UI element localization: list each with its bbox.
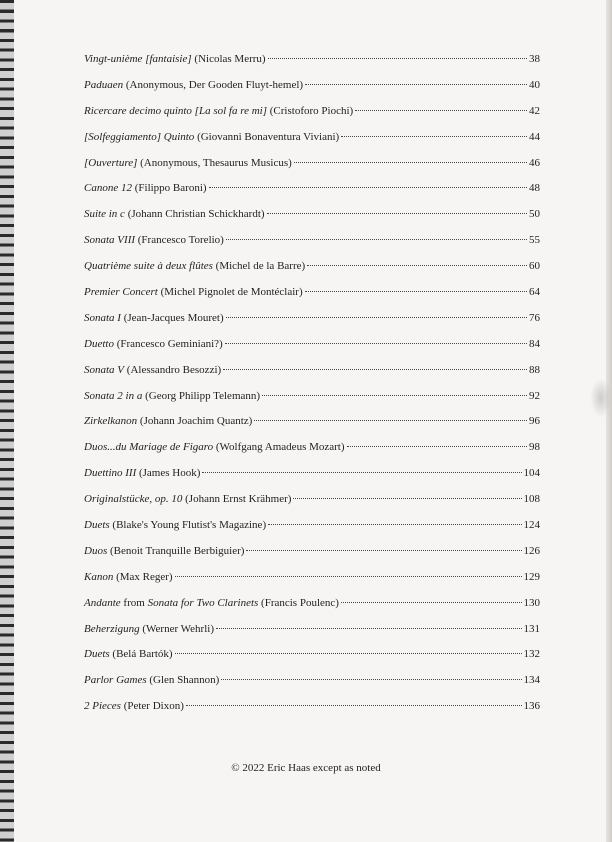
dot-leader	[175, 576, 522, 577]
toc-entry-title: Originalstücke, op. 10	[84, 493, 183, 506]
toc-entry-author: (Michel de la Barre)	[212, 260, 306, 273]
toc-entry-author: (Francis Poulenc)	[258, 596, 339, 609]
toc-entry	[84, 156, 540, 182]
toc-entry-page-number: 96	[529, 415, 540, 428]
toc-entry-title: Duets	[84, 648, 110, 661]
toc-entry-page-number: 55	[529, 234, 540, 247]
toc-entry-label	[84, 389, 260, 403]
toc-entry-author: (Blake's Young Flutist's Magazine)	[109, 519, 267, 532]
toc-entry-title: Quatrième suite à deux flûtes	[84, 260, 213, 273]
dot-leader	[262, 395, 527, 396]
dot-leader	[294, 162, 527, 163]
toc-entry-author: (Alessandro Besozzi)	[124, 363, 222, 376]
dot-leader	[246, 550, 521, 551]
dot-leader	[254, 420, 527, 421]
toc-entry-page-number: 60	[529, 260, 540, 273]
toc-entry	[84, 466, 540, 492]
toc-entry-label	[84, 78, 303, 92]
toc-entry-author: (Filippo Baroni)	[131, 182, 207, 195]
toc-entry-page-number: 84	[529, 337, 540, 350]
toc-entry-page-number: 48	[529, 182, 540, 195]
toc-entry-page-number: 44	[529, 130, 540, 143]
toc-entry	[84, 78, 540, 104]
toc-entry	[84, 647, 540, 673]
spiral-binding	[0, 0, 14, 842]
toc-entry-label	[84, 492, 291, 506]
toc-entry-page-number: 64	[529, 286, 540, 299]
toc-entry-page-number: 40	[529, 78, 540, 91]
toc-entry-title: Sonata 2 in a	[84, 389, 143, 402]
toc-entry-label	[84, 363, 221, 377]
toc-entry-label	[84, 673, 219, 687]
toc-entry	[84, 233, 540, 259]
toc-entry-page-number: 92	[529, 389, 540, 402]
toc-entry	[84, 440, 540, 466]
toc-entry-page-number: 46	[529, 156, 540, 169]
toc-entry-label	[84, 311, 224, 325]
toc-entry-label	[84, 570, 173, 584]
toc-entry-label	[84, 130, 339, 144]
page-smudge	[590, 378, 612, 418]
toc-entry-label	[84, 259, 305, 273]
dot-leader	[202, 472, 521, 473]
toc-entry	[84, 311, 540, 337]
dot-leader	[305, 291, 527, 292]
dot-leader	[347, 446, 527, 447]
dot-leader	[225, 343, 527, 344]
toc-entry-author: (Giovanni Bonaventura Viviani)	[194, 130, 340, 143]
toc-entry-title: Duets	[84, 519, 110, 532]
toc-entry-page-number: 132	[523, 648, 540, 661]
toc-entry-author: (Anonymous, Thesaurus Musicus)	[137, 156, 292, 169]
toc-entry-page-number: 42	[529, 104, 540, 117]
toc-entry-page-number: 50	[529, 208, 540, 221]
toc-entry	[84, 518, 540, 544]
dot-leader	[216, 628, 522, 629]
copyright-footer: © 2022 Eric Haas except as noted	[231, 762, 381, 774]
toc-entry	[84, 130, 540, 156]
toc-entry-label	[84, 104, 353, 118]
toc-entry	[84, 699, 540, 725]
toc-entry-label	[84, 440, 345, 454]
toc-entry-label	[84, 156, 292, 170]
toc-entry-author: (Francesco Geminiani?)	[113, 337, 223, 350]
dot-leader	[223, 369, 527, 370]
toc-entry-author: (Francesco Torelio)	[135, 234, 224, 247]
toc-entry-label	[84, 285, 303, 299]
toc-entry-title: Sonata I	[84, 311, 121, 324]
toc-entry-title: Zirkelkanon	[84, 415, 138, 428]
toc-entry	[84, 596, 540, 622]
toc-entry-label	[84, 596, 339, 610]
toc-entry-author: (Glen Shannon)	[146, 674, 220, 687]
toc-entry-page-number: 124	[523, 519, 540, 532]
toc-entry	[84, 570, 540, 596]
dot-leader	[305, 84, 527, 85]
toc-entry	[84, 363, 540, 389]
toc-entry-page-number: 76	[529, 311, 540, 324]
toc-entry-author: from	[120, 596, 148, 609]
toc-entry-title: Duetto	[84, 337, 114, 350]
page-edge-shadow	[606, 0, 612, 842]
dot-leader	[221, 679, 521, 680]
toc-entry-author: (Johann Ernst Krähmer)	[182, 493, 292, 506]
toc-entry-page-number: 104	[523, 467, 540, 480]
toc-entry-title: Duettino III	[84, 467, 137, 480]
toc-entry-title: Duos...du Mariage de Figaro	[84, 441, 214, 454]
toc-entry-author: (Wolfgang Amadeus Mozart)	[213, 441, 345, 454]
dot-leader	[307, 265, 527, 266]
toc-entry-label	[84, 207, 265, 221]
toc-entry	[84, 52, 540, 78]
toc-entry-page-number: 131	[523, 622, 540, 635]
toc-entry	[84, 259, 540, 285]
toc-entry-label	[84, 518, 266, 532]
toc-entry	[84, 492, 540, 518]
toc-entry	[84, 181, 540, 207]
toc-entry-author: (Jean-Jacques Mouret)	[120, 311, 224, 324]
toc-entry-label	[84, 52, 266, 66]
table-of-contents	[84, 52, 540, 725]
toc-entry	[84, 207, 540, 233]
toc-entry-page-number: 130	[523, 596, 540, 609]
toc-entry-page-number: 136	[523, 700, 540, 713]
dot-leader	[341, 136, 527, 137]
toc-entry-page-number: 98	[529, 441, 540, 454]
toc-entry	[84, 622, 540, 648]
dot-leader	[293, 498, 521, 499]
toc-entry-title: Vingt-unième [fantaisie]	[84, 53, 192, 65]
dot-leader	[268, 58, 527, 59]
toc-entry-author: (James Hook)	[136, 467, 201, 480]
toc-entry-title: Premier Concert	[84, 286, 158, 299]
toc-entry	[84, 389, 540, 415]
dot-leader	[186, 705, 522, 706]
toc-entry-author: (Johann Christian Schickhardt)	[124, 208, 265, 221]
toc-entry-title: Sonata V	[84, 363, 125, 376]
toc-entry-label	[84, 466, 200, 480]
toc-entry-author: (Benoit Tranquille Berbiguier)	[107, 544, 245, 557]
toc-entry-label	[84, 622, 214, 636]
toc-entry	[84, 337, 540, 363]
toc-entry-title: Duos	[84, 544, 108, 557]
toc-entry-label	[84, 181, 207, 195]
toc-entry-label	[84, 233, 224, 247]
dot-leader	[355, 110, 527, 111]
toc-entry-title: Beherzigung	[84, 622, 140, 635]
toc-entry-author: (Belá Bartók)	[109, 648, 173, 661]
toc-entry-author: (Cristoforo Piochi)	[267, 104, 354, 117]
toc-entry-title: [Solfeggiamento] Quinto	[84, 130, 195, 143]
toc-entry-title: Suite in c	[84, 208, 125, 221]
toc-entry-label	[84, 337, 223, 351]
toc-entry-title: Sonata for Two Clarinets	[147, 596, 259, 609]
toc-entry-page-number: 129	[523, 570, 540, 583]
toc-entry-author: (Johann Joachim Quantz)	[137, 415, 253, 428]
toc-entry-author: (Georg Philipp Telemann)	[142, 389, 261, 402]
toc-entry-page-number: 126	[523, 544, 540, 557]
dot-leader	[267, 213, 527, 214]
toc-entry-author: (Max Reger)	[113, 570, 173, 583]
toc-entry-title: Parlor Games	[84, 674, 147, 687]
dot-leader	[226, 239, 527, 240]
toc-entry	[84, 544, 540, 570]
toc-entry-title: Andante	[84, 596, 121, 609]
toc-entry-title: Sonata VIII	[84, 234, 136, 247]
toc-entry-title: Canone 12	[84, 182, 132, 195]
toc-entry-author: (Werner Wehrli)	[139, 622, 214, 635]
dot-leader	[341, 602, 522, 603]
toc-entry-label	[84, 414, 252, 428]
toc-entry-page-number: 134	[523, 674, 540, 687]
toc-entry-label	[84, 544, 244, 558]
dot-leader	[268, 524, 521, 525]
toc-entry-page-number: 38	[529, 53, 540, 65]
toc-entry	[84, 285, 540, 311]
toc-entry-label	[84, 699, 184, 713]
toc-entry-label	[84, 647, 173, 661]
toc-entry-title: Paduaen	[84, 78, 124, 91]
dot-leader	[175, 653, 522, 654]
toc-entry-title: Ricercare decimo quinto [La sol fa re mi]	[84, 104, 268, 117]
dot-leader	[209, 187, 527, 188]
toc-entry-author: (Michel Pignolet de Montéclair)	[157, 286, 303, 299]
toc-entry-page-number: 88	[529, 363, 540, 376]
toc-entry	[84, 104, 540, 130]
toc-entry-title: 2 Pieces	[84, 700, 121, 713]
toc-entry-title: Kanon	[84, 570, 114, 583]
toc-entry	[84, 673, 540, 699]
toc-entry	[84, 414, 540, 440]
toc-entry-author: (Nicolas Merru)	[191, 53, 266, 65]
toc-entry-page-number: 108	[523, 493, 540, 506]
toc-entry-author: (Peter Dixon)	[120, 700, 184, 713]
toc-entry-author: (Anonymous, Der Gooden Fluyt-hemel)	[123, 78, 304, 91]
dot-leader	[226, 317, 527, 318]
toc-entry-title: [Ouverture]	[84, 156, 138, 169]
